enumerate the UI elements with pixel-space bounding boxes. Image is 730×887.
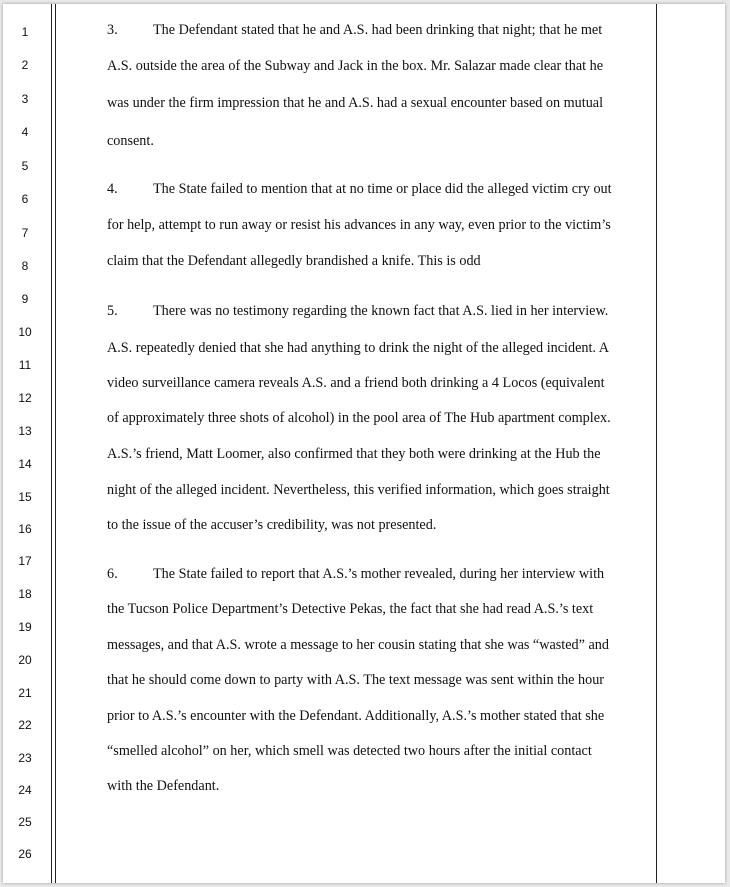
left-margin-rule-outer <box>51 4 52 883</box>
paragraph-number: 5. <box>107 303 118 319</box>
paragraph-line: prior to A.S.’s encounter with the Defendant. Additionally, A.S.’s mother stated that she <box>107 708 605 724</box>
paragraph-line: consent. <box>107 133 154 149</box>
paragraph-line: A.S. outside the area of the Subway and Jack in the box. Mr. Salazar made clear that he <box>107 58 604 74</box>
paragraph-text: The State failed to report that A.S.’s mother revealed, during her interview with <box>153 566 605 582</box>
paragraph-line: was under the firm impression that he and A.S. had a sexual encounter based on mutual <box>107 95 604 111</box>
paragraph-line: claim that the Defendant allegedly brandished a knife. This is odd <box>107 253 481 269</box>
line-number: 20 <box>18 653 32 667</box>
line-number: 24 <box>18 783 32 797</box>
paragraph-line <box>107 181 612 197</box>
paragraph-line: messages, and that A.S. wrote a message to her cousin stating that she was “wasted” and <box>107 637 609 653</box>
paragraph-line: for help, attempt to run away or resist his advances in any way, even prior to the victim’s <box>107 217 611 233</box>
line-number: 18 <box>18 587 32 601</box>
line-number: 3 <box>21 92 29 106</box>
paragraph-line: of approximately three shots of alcohol) in the pool area of The Hub apartment complex. <box>107 410 611 426</box>
line-number: 25 <box>18 815 32 829</box>
paragraph-line: A.S. repeatedly denied that she had anything to drink the night of the alleged incident. A <box>107 340 609 356</box>
paragraph-line: with the Defendant. <box>107 778 220 794</box>
line-number: 23 <box>18 751 32 765</box>
line-number: 22 <box>18 718 32 732</box>
line-number: 10 <box>18 325 32 339</box>
line-number: 21 <box>18 686 32 700</box>
right-margin-rule <box>656 4 657 883</box>
paragraph-line: to the issue of the accuser’s credibility, was not presented. <box>107 517 437 533</box>
document-page <box>3 4 725 883</box>
line-number: 6 <box>21 192 29 206</box>
line-number: 8 <box>21 259 29 273</box>
paragraph-line <box>107 303 608 319</box>
line-number: 13 <box>18 424 32 438</box>
paragraph-text: The State failed to mention that at no time or place did the alleged victim cry out <box>153 181 612 197</box>
line-number: 1 <box>21 25 29 39</box>
paragraph-number: 3. <box>107 22 118 38</box>
line-number: 26 <box>18 847 32 861</box>
left-margin-rule-inner <box>55 4 56 883</box>
paragraph-line <box>107 22 602 38</box>
paragraph-number: 6. <box>107 566 118 582</box>
line-number: 14 <box>18 457 32 471</box>
paragraph-line: video surveillance camera reveals A.S. and a friend both drinking a 4 Locos (equivalent <box>107 375 605 391</box>
paragraph-text: There was no testimony regarding the known fact that A.S. lied in her interview. <box>153 303 609 319</box>
paragraph-line: night of the alleged incident. Nevertheless, this verified information, which goes straight <box>107 482 610 498</box>
line-number: 5 <box>21 159 29 173</box>
paragraph-line: A.S.’s friend, Matt Loomer, also confirmed that they both were drinking at the Hub the <box>107 446 601 462</box>
line-number: 15 <box>18 490 32 504</box>
paragraph-number: 4. <box>107 181 118 197</box>
paragraph-line: the Tucson Police Department’s Detective Pekas, the fact that she had read A.S.’s text <box>107 601 594 617</box>
paragraph-line <box>107 566 604 582</box>
line-number: 17 <box>18 554 32 568</box>
paragraph-line: that he should come down to party with A.S. The text message was sent within the hour <box>107 672 605 688</box>
line-number: 19 <box>18 620 32 634</box>
line-number: 16 <box>18 522 32 536</box>
line-number: 2 <box>21 58 29 72</box>
line-number: 9 <box>21 292 29 306</box>
line-number: 4 <box>21 125 29 139</box>
paragraph-line: “smelled alcohol” on her, which smell was detected two hours after the initial contact <box>107 743 592 759</box>
line-number: 12 <box>18 391 32 405</box>
line-number: 7 <box>21 226 29 240</box>
paragraph-text: The Defendant stated that he and A.S. had been drinking that night; that he met <box>153 22 603 38</box>
line-number: 11 <box>18 358 32 372</box>
